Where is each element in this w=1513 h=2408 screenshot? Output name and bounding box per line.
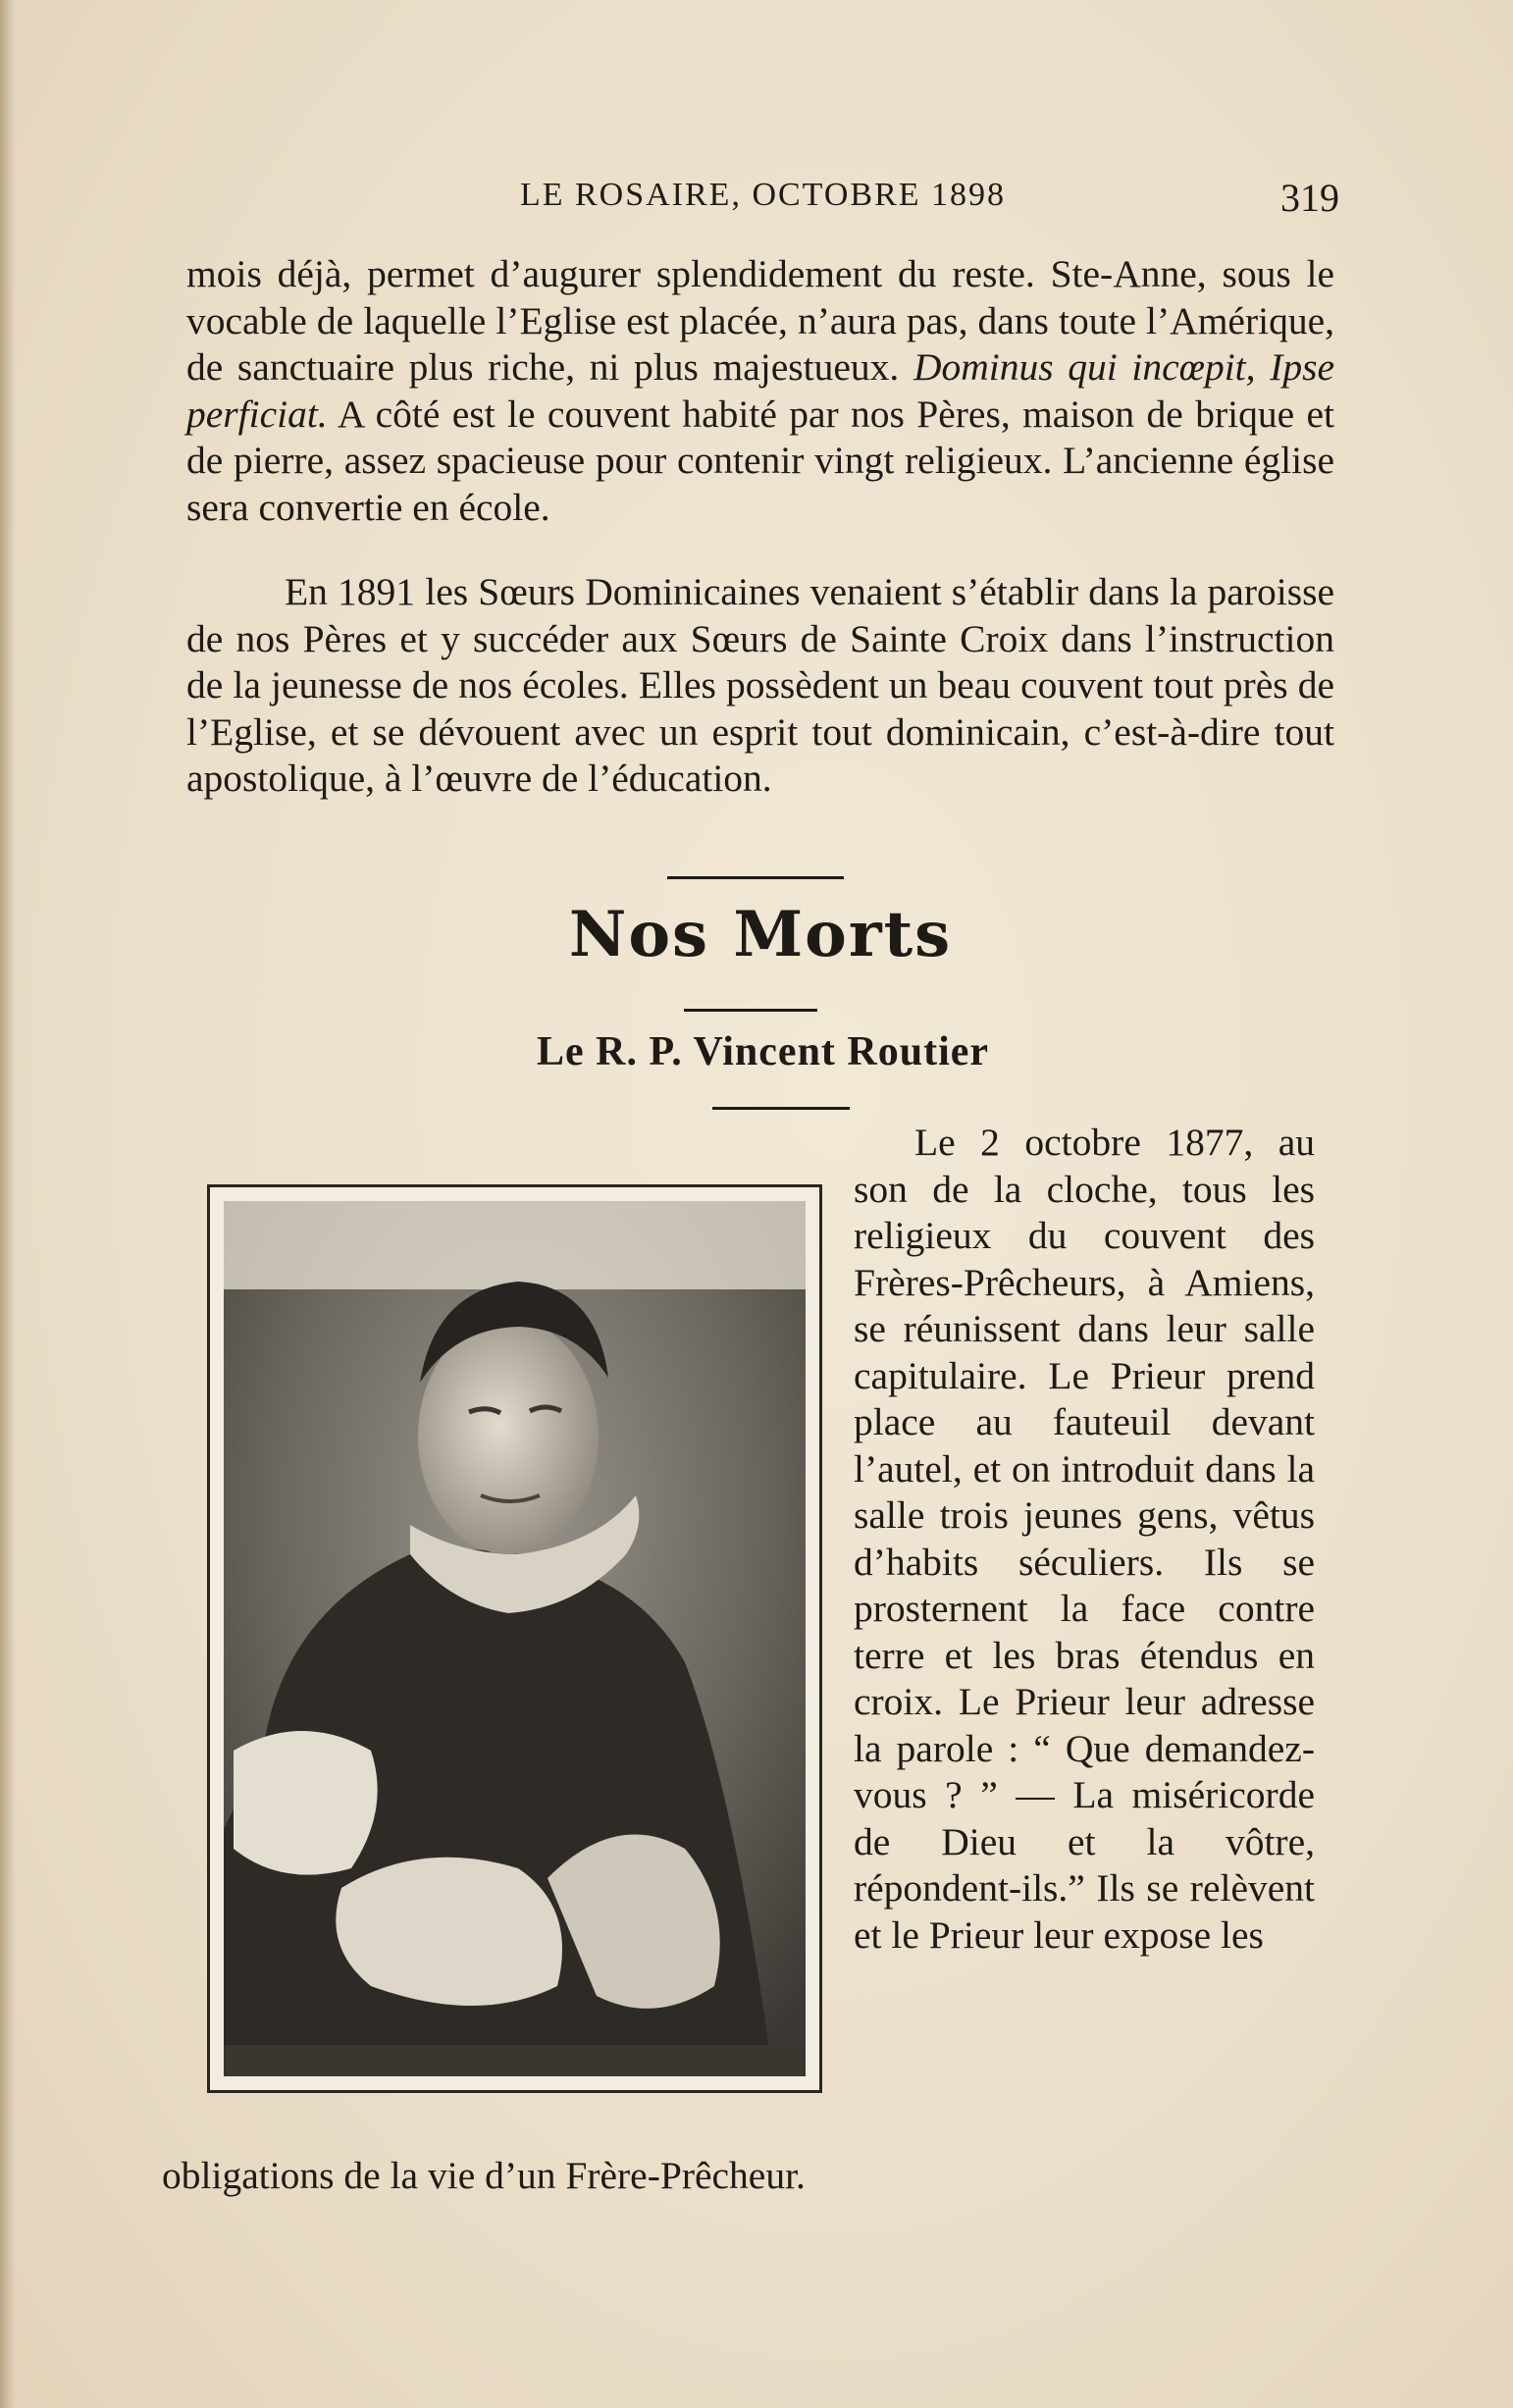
page-number: 319: [1280, 176, 1339, 220]
latin-quote: Dominus qui incœpit, Ipse perficiat.: [186, 345, 1334, 436]
subtitle-divider: [712, 1107, 850, 1110]
section-divider: [667, 876, 844, 879]
paragraph-text: A côté est le couvent habité par nos Pères, maison de brique et de pierre, assez spacieuse pour contenir vingt religieux. L’ancienne église sera convertie en école.: [186, 392, 1334, 529]
section-title: Nos Morts: [568, 898, 953, 971]
paragraph-continuation: [186, 251, 1334, 531]
obituary-final-line: obligations de la vie d’un Frère-Prêcheur.: [162, 2154, 806, 2197]
paragraph-text: mois déjà, permet d’augurer splendidement du reste. Ste-Anne, sous le vocable de laquelle l’Eglise est placée, n’aura pas, dans toute l’Amérique, de sanctuaire plus riche, ni plus majestueux.: [186, 252, 1334, 389]
portrait-photo: [207, 1184, 822, 2093]
obituary-subtitle: Le R. P. Vincent Routier: [536, 1029, 990, 1074]
title-divider: [684, 1009, 817, 1012]
portrait-illustration: [224, 1201, 806, 2076]
running-head: [186, 171, 1339, 230]
paragraph-sisters: En 1891 les Sœurs Dominicaines venaient s’établir dans la paroisse de nos Pères et y succéder aux Sœurs de Sainte Croix dans l’instruction de la jeunesse de nos écoles. Elles possèdent un beau couvent tout près de l’Eglise, et se dévouent avec un esprit tout dominicain, c’est-à-dire tout apostolique, à l’œuvre de l’éducation.: [186, 570, 1334, 800]
obituary-column-text: Le 2 octobre 1877, au son de la cloche, tous les religieux du couvent des Frères-Prêcheurs, à Amiens, se réunissent dans leur salle capitulaire. Le Prieur prend place au fauteuil devant l’autel, et on introduit dans la salle trois jeunes gens, vêtus d’habits séculiers. Ils se prosternent la face contre terre et les bras étendus en croix. Le Prieur leur adresse la parole : “ Que demandez-vous ? ” — La miséricorde de Dieu et la vôtre, répondent-ils.” Ils se relèvent et le Prieur leur expose les: [854, 1121, 1315, 1957]
running-title: LE ROSAIRE, OCTOBRE 1898: [519, 177, 1007, 213]
binding-edge: [0, 0, 16, 2408]
